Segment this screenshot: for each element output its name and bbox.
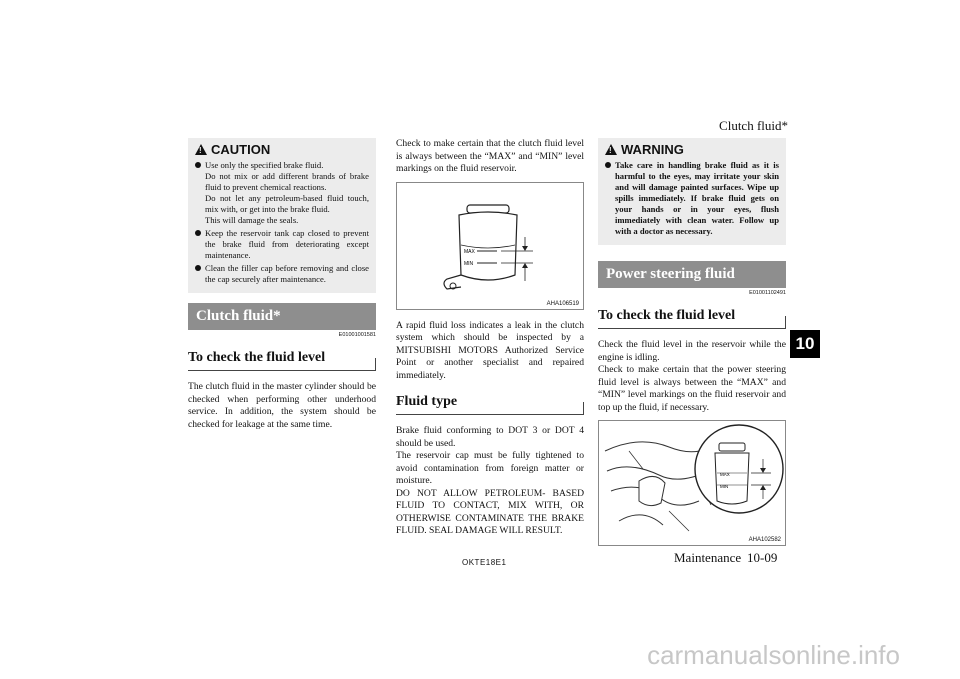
caution-bullet [195, 160, 369, 226]
leak-paragraph: A rapid fluid loss indicates a leak in the clutch system which should be inspected by a MITSUBISHI MOTORS Authorized Service Point or another specialist and repaired immediately. [396, 319, 584, 381]
footer-code: OKTE18E1 [462, 558, 507, 567]
warning-text: Take care in handling brake fluid as it is harmful to the eyes, may irritate your skin and will damage painted surfaces. Wipe up spills immediately. If brake fluid gets on your hands or in your eyes, flush immediately with clean water. Follow up with a doctor as necessary. [615, 160, 779, 236]
caution-line: Do not mix or add different brands of brake fluid to prevent chemical reactions. [205, 171, 369, 192]
bullet-icon [195, 230, 201, 236]
clutch-fluid-heading: Clutch fluid* [188, 303, 376, 330]
max-mark-label: MAX [720, 472, 730, 477]
reservoir-illustration [397, 183, 583, 309]
engine-bay-figure [598, 420, 786, 546]
warning-bullet [605, 160, 779, 237]
bullet-icon [195, 162, 201, 168]
running-title: Clutch fluid* [719, 118, 788, 133]
chapter-tab[interactable]: 10 [790, 330, 820, 358]
caution-line: Do not let any petroleum-based fluid touch, mix with, or get into the brake fluid. [205, 193, 369, 214]
warning-triangle-icon: ! [195, 144, 207, 155]
reservoir-figure [396, 182, 584, 310]
caution-title: CAUTION [211, 142, 271, 157]
arrow-up-icon [522, 263, 528, 268]
bullet-icon [605, 162, 611, 168]
clutch-paragraph: The clutch fluid in the master cylinder should be checked when performing other underhood service. In addition, the system should be checked for leakage at the same time. [188, 381, 376, 430]
page-number: 10-09 [747, 550, 778, 565]
caution-line: Keep the reservoir tank cap closed to prevent the brake fluid from deteriorating except maintenance. [205, 228, 369, 260]
caution-line: Clean the filler cap before removing and close the cap securely after maintenance. [205, 263, 369, 284]
power-paragraph: Check the fluid level in the reservoir while the engine is idling. [598, 339, 786, 363]
fluid-type-paragraph: The reservoir cap must be fully tightened to avoid contamination from foreign matter or moisture. [396, 450, 584, 486]
warning-triangle-icon: ! [605, 144, 617, 155]
arrow-down-icon [522, 246, 528, 251]
column-middle [396, 138, 584, 544]
column-left [188, 138, 376, 437]
caution-bullet [195, 228, 369, 261]
max-mark-label: MAX [464, 248, 475, 255]
column-right [598, 138, 786, 556]
caution-box [188, 138, 376, 293]
watermark: carmanualsonline.info [647, 640, 900, 670]
figure-label: AHA102582 [748, 537, 781, 543]
caution-bullet [195, 263, 369, 285]
warning-box [598, 138, 786, 245]
clutch-section-code: E01001001581 [338, 332, 376, 338]
clutch-level-paragraph: Check to make certain that the clutch fluid level is always between the “MAX” and “MIN” level markings on the fluid reservoir. [396, 138, 584, 174]
footer-section: Maintenance [674, 550, 742, 565]
min-mark-label: MIN [720, 484, 729, 489]
engine-bay-illustration [599, 421, 785, 545]
caution-line: Use only the specified brake fluid. [205, 160, 324, 170]
caution-line: This will damage the seals. [205, 215, 299, 225]
power-paragraph: Check to make certain that the power steering fluid level is always between the “MAX” and “MIN” level markings on the fluid reservoir and top up the fluid, if necessary. [598, 364, 786, 413]
fluid-type-paragraph: Brake fluid conforming to DOT 3 or DOT 4 should be used. [396, 425, 584, 449]
clutch-subheading: To check the fluid level [188, 350, 376, 371]
caution-header [195, 142, 369, 157]
fluid-type-heading: Fluid type [396, 394, 584, 415]
power-subheading: To check the fluid level [598, 308, 786, 329]
power-steering-heading: Power steering fluid [598, 261, 786, 288]
fluid-type-warning-paragraph: DO NOT ALLOW PETROLEUM- BASED FLUID TO CONTACT, MIX WITH, OR OTHERWISE CONTAMINATE THE BRAKE FLUID. SEAL DAMAGE WILL RESULT. [396, 487, 584, 536]
warning-title: WARNING [621, 142, 684, 157]
warning-header [605, 142, 779, 157]
figure-label: AHA106519 [546, 300, 579, 307]
power-section-code: E01001102491 [749, 290, 786, 296]
min-mark-label: MIN [464, 260, 474, 267]
bullet-icon [195, 265, 201, 271]
